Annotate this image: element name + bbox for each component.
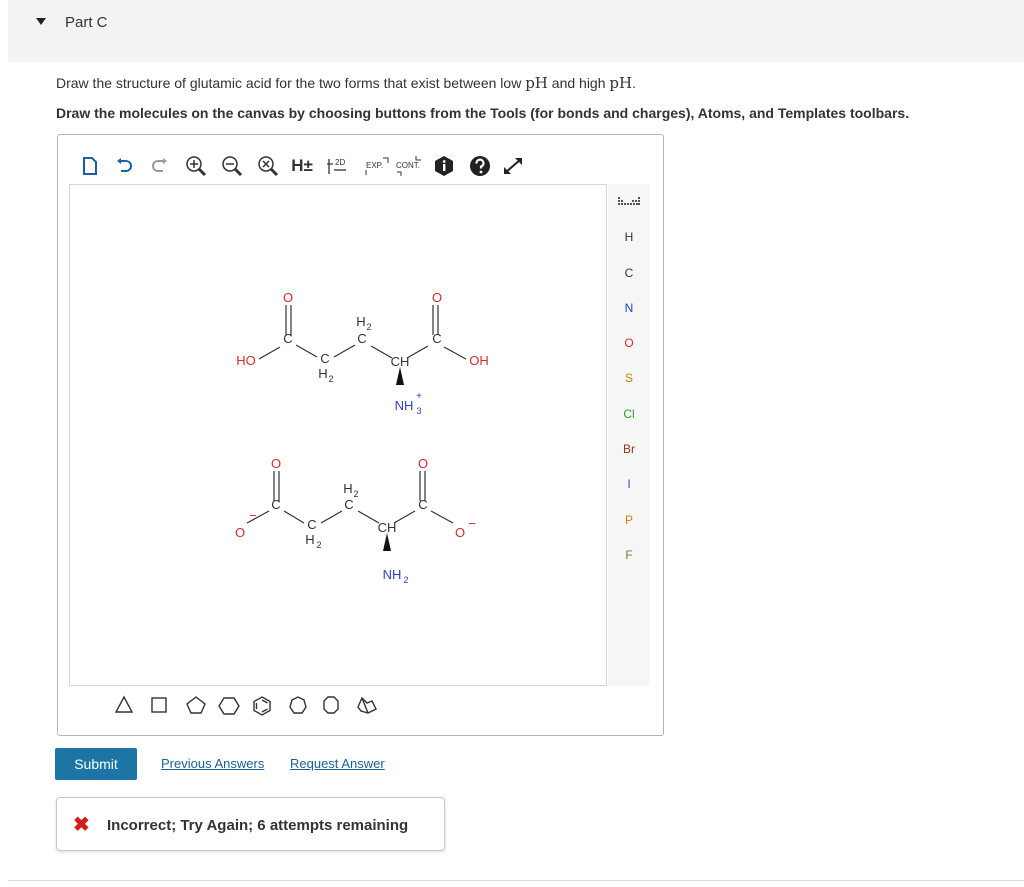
request-answer-link[interactable]: Request Answer <box>290 756 385 771</box>
contract-label: CONT. <box>396 161 420 170</box>
atom-button-c[interactable]: C <box>624 266 634 280</box>
methylene-hydrogen-subscript: 2 <box>316 540 322 550</box>
methylene-carbon-label: C <box>357 331 367 346</box>
previous-answers-link[interactable]: Previous Answers <box>161 756 265 771</box>
ph-symbol-2: pH <box>609 74 633 92</box>
atom-button-br[interactable]: Br <box>623 442 635 456</box>
undo-icon[interactable] <box>114 154 134 178</box>
clean-2d-button[interactable] <box>326 154 352 178</box>
expand-label: EXP. <box>366 161 384 170</box>
cycloheptane-template-icon[interactable] <box>290 697 306 713</box>
cyclooctane-template-icon[interactable] <box>324 697 338 713</box>
carboxyl-carbon-label: C <box>283 331 293 346</box>
methylene-hydrogen-label: H <box>343 481 353 496</box>
amine-subscript: 2 <box>403 575 409 585</box>
help-icon[interactable] <box>468 154 492 178</box>
amine-label: NH <box>382 567 402 582</box>
zoom-out-icon[interactable] <box>220 154 244 178</box>
atom-button-p[interactable]: P <box>624 513 633 527</box>
carboxyl-carbon-label: C <box>418 497 428 512</box>
cyclobutane-template-icon[interactable] <box>152 698 166 712</box>
feedback-box <box>56 797 445 851</box>
periodic-table-icon[interactable] <box>608 196 650 211</box>
redo-icon[interactable] <box>150 154 170 178</box>
methylene-carbon-label: C <box>320 351 330 366</box>
prompt-text-2: and high <box>547 75 610 91</box>
ammonium-subscript: 3 <box>416 406 422 416</box>
carbonyl-oxygen-label: O <box>270 456 282 471</box>
collapse-caret-icon[interactable] <box>36 18 46 25</box>
atom-button-h[interactable]: H <box>624 230 634 244</box>
atom-button-cl[interactable]: Cl <box>623 407 635 421</box>
part-title: Part C <box>65 14 108 31</box>
methylene-carbon-label: C <box>307 517 317 532</box>
atom-button-o[interactable]: O <box>624 336 634 350</box>
methylene-hydrogen-subscript: 2 <box>366 322 372 332</box>
wedge-bond <box>383 533 391 551</box>
templates-toolbar <box>110 693 390 719</box>
atom-button-f[interactable]: F <box>625 548 633 562</box>
carbonyl-oxygen-label: O <box>282 290 294 305</box>
cyclopropane-template-icon[interactable] <box>116 697 132 712</box>
methylene-hydrogen-label: H <box>305 532 315 547</box>
feedback-text: Incorrect; Try Again; 6 attempts remaining <box>107 817 409 834</box>
methylene-hydrogen-subscript: 2 <box>328 374 334 384</box>
carboxyl-carbon-label: C <box>432 331 442 346</box>
atom-button-i[interactable]: I <box>627 477 631 491</box>
carboxyl-carbon-label: C <box>271 497 281 512</box>
carbonyl-oxygen-label: O <box>431 290 443 305</box>
methylene-hydrogen-label: H <box>318 366 328 381</box>
question-instruction: Draw the molecules on the canvas by choosing buttons from the Tools (for bonds and charges), Atoms, and Templates toolbars. <box>56 105 910 121</box>
prompt-text-1: Draw the structure of glutamic acid for the two forms that exist between low <box>56 75 526 91</box>
methylene-carbon-label: C <box>344 497 354 512</box>
expand-button[interactable] <box>363 154 391 178</box>
submit-button[interactable]: Submit <box>55 748 137 780</box>
prompt-text-3: . <box>632 75 636 91</box>
methylene-hydrogen-label: H <box>356 314 366 329</box>
alpha-carbon-label: CH <box>377 520 397 535</box>
carboxylate-oxygen-label: O <box>454 525 466 540</box>
incorrect-icon: ✖ <box>73 814 90 836</box>
negative-charge-label: − <box>468 516 476 531</box>
negative-charge-label: − <box>249 508 257 523</box>
molecule-drawing <box>70 185 608 687</box>
drawing-canvas[interactable] <box>69 184 607 686</box>
zoom-reset-icon[interactable] <box>256 154 280 178</box>
question-prompt <box>56 74 636 92</box>
carbonyl-oxygen-label: O <box>417 456 429 471</box>
ammonium-charge: + <box>416 391 422 402</box>
hydrogen-toggle-button[interactable]: H± <box>291 156 313 175</box>
methylene-hydrogen-subscript: 2 <box>353 489 359 499</box>
wedge-bond <box>396 367 404 385</box>
info-icon[interactable] <box>432 154 456 178</box>
divider <box>8 880 1024 881</box>
ph-symbol-1: pH <box>525 74 548 92</box>
hydroxyl-label: OH <box>469 353 489 368</box>
atom-button-s[interactable]: S <box>624 371 633 385</box>
alpha-carbon-label: CH <box>390 354 410 369</box>
hydroxyl-label: HO <box>236 353 256 368</box>
ammonium-label: NH <box>394 398 414 413</box>
cyclohexane-template-icon[interactable] <box>219 698 239 714</box>
clean-2d-label: 2D <box>335 158 346 167</box>
benzene-template-icon[interactable] <box>254 697 270 715</box>
atom-button-n[interactable]: N <box>624 301 634 315</box>
new-document-icon[interactable] <box>80 154 100 178</box>
carboxylate-oxygen-label: O <box>234 525 246 540</box>
contract-button[interactable] <box>394 154 424 178</box>
chair-template-icon[interactable] <box>358 698 376 713</box>
zoom-in-icon[interactable] <box>184 154 208 178</box>
part-header[interactable] <box>8 0 1024 62</box>
cyclopentane-template-icon[interactable] <box>187 697 205 713</box>
atoms-toolbar <box>608 184 650 686</box>
fullscreen-icon[interactable] <box>500 154 526 178</box>
